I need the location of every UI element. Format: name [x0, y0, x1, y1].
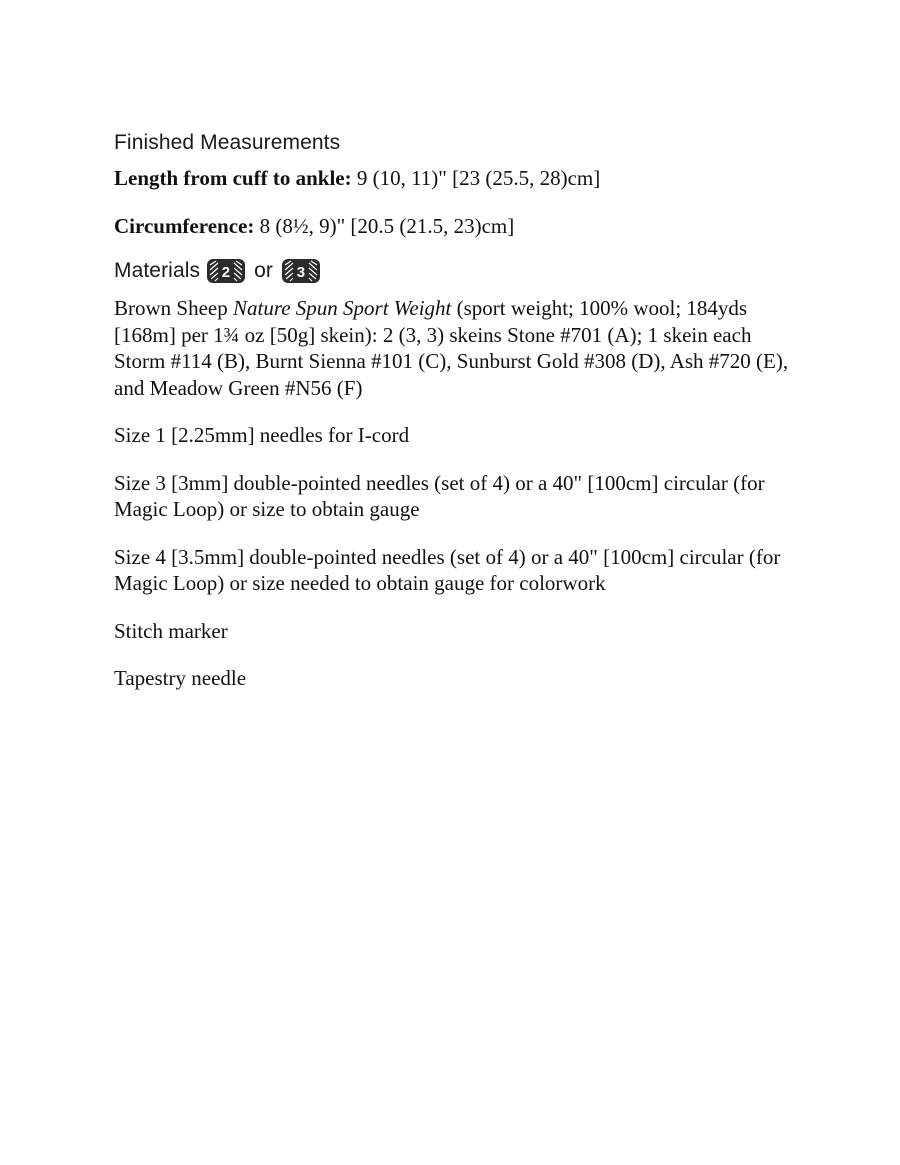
material-item: Stitch marker — [114, 618, 228, 643]
length-measurement — [114, 165, 794, 192]
material-item: Size 4 [3.5mm] double-pointed needles (set of 4) or a 40" [100cm] circular (for Magic Loop) or size needed to obtain gauge for colorwork — [114, 544, 781, 595]
materials-heading-text: Materials — [114, 259, 201, 282]
or-text: or — [254, 259, 273, 282]
material-item: Size 1 [2.25mm] needles for I-cord — [114, 423, 410, 447]
yarn-description — [114, 295, 794, 401]
circumference-label: Circumference: — [114, 213, 255, 238]
pattern-page — [114, 128, 794, 692]
yarn-brand: Brown Sheep — [114, 296, 233, 320]
material-item: Tapestry needle — [114, 666, 247, 690]
circumference-measurement — [114, 213, 794, 240]
circumference-value: 8 (8½, 9)" [20.5 (21.5, 23)cm] — [254, 213, 515, 238]
materials-heading — [114, 255, 794, 287]
yarn-weight-3-number: 3 — [296, 264, 306, 281]
length-label: Length from cuff to ankle: — [114, 166, 352, 190]
yarn-name: Nature Spun Sport Weight — [233, 296, 452, 320]
length-value: 9 (10, 11)" [23 (25.5, 28)cm] — [351, 166, 601, 190]
yarn-weight-2-icon — [206, 258, 246, 284]
material-item: Size 3 [3mm] double-pointed needles (set of 4) or a 40" [100cm] circular (for Magic Loop) or size to obtain gauge — [114, 470, 765, 521]
yarn-weight-3-icon — [281, 258, 321, 284]
yarn-weight-2-number: 2 — [221, 264, 231, 281]
yarn-details: (sport weight; 100% wool; 184yds [168m] per 1¾ oz [50g] skein): 2 (3, 3) skeins Stone #701 (A); 1 skein each Storm #114 (B), Burnt Sienna #101 (C), Sunburst Gold #308 (D), Ash #720 (E), and Meadow Green #N56 (F) — [114, 296, 789, 400]
finished-measurements-heading: Finished Measurements — [114, 131, 341, 154]
